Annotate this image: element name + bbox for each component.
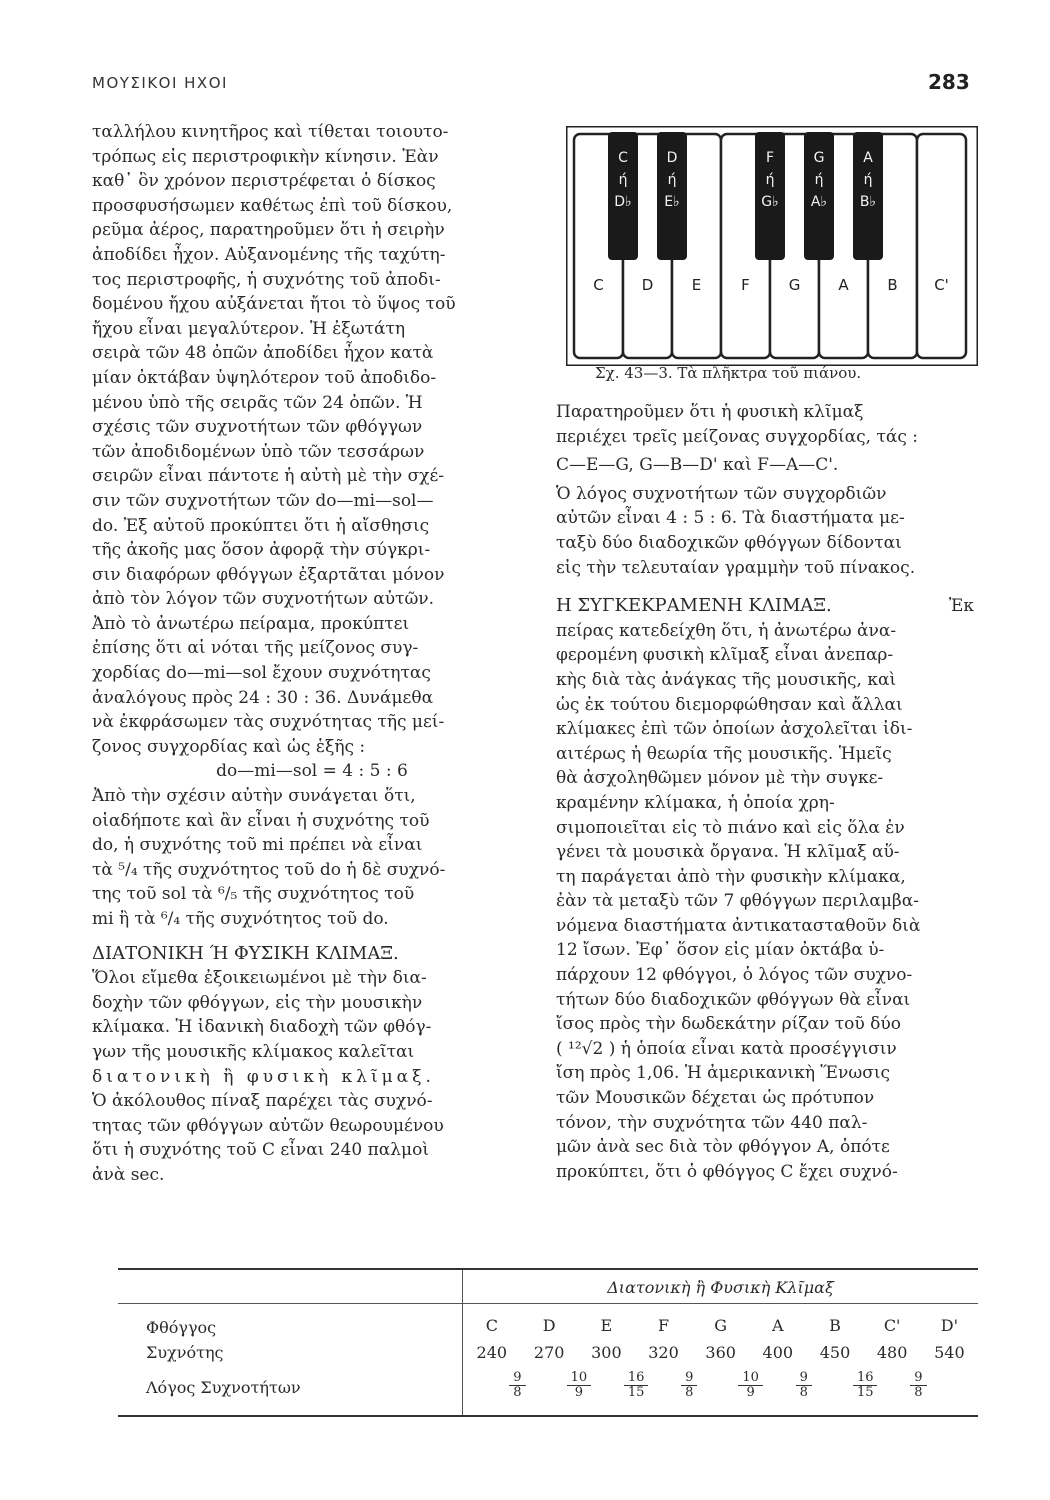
text-line: μῶν ἀνὰ sec διὰ τὸν φθόγγον A, ὁπότε bbox=[556, 1137, 890, 1158]
text-line: μένου ὑπὸ τῆς σειρᾶς τῶν 24 ὀπῶν. Ἡ bbox=[92, 392, 423, 413]
page-number: 283 bbox=[928, 70, 970, 94]
text-line: ἴση πρὸς 1,06. Ἡ ἀμερικανικὴ Ἕνωσις bbox=[556, 1063, 891, 1084]
white-key-label: G bbox=[788, 276, 801, 294]
text-line: δομένου ἤχου αὐξάνεται ἤτοι τὸ ὕψος τοῦ bbox=[92, 294, 456, 315]
text-line: πείρας κατεδείχθη ὅτι, ἡ ἀνωτέρω ἀνα- bbox=[556, 620, 897, 641]
note-cell: C bbox=[463, 1304, 521, 1340]
text-line: σειρὰ τῶν 48 ὀπῶν ἀποδίδει ἦχον κατὰ bbox=[92, 343, 434, 364]
frequency-cell: 450 bbox=[819, 1343, 851, 1362]
note-cell: F bbox=[635, 1304, 692, 1340]
black-key-label: B♭ bbox=[859, 194, 877, 210]
formula: do—mi—sol = 4 : 5 : 6 bbox=[216, 761, 408, 782]
text-line: τη παράγεται ἀπὸ τὴν φυσικὴν κλίμακα, bbox=[556, 866, 906, 887]
left-column bbox=[92, 120, 532, 1188]
text-line: σιμοποιεῖται εἰς τὸ πιάνο καὶ εἰς ὅλα ἐν bbox=[556, 817, 905, 838]
ratio-fraction bbox=[509, 1371, 525, 1400]
text-line: ἤχου εἶναι μεγαλύτερον. Ἡ ἐξωτάτη bbox=[92, 318, 406, 339]
section-heading: Η ΣΥΓΚΕΚΡΑΜΕΝΗ ΚΛΙΜΑΞ. bbox=[556, 595, 832, 617]
text-line: γένει τὰ μουσικὰ ὄργανα. Ἡ κλῖμαξ αὕ- bbox=[556, 842, 900, 863]
spaced-term: διατονικὴ ἢ φυσικὴ κλῖμαξ. bbox=[92, 1066, 435, 1087]
text-line: νόμενα διαστήματα ἀντικατασταθοῦν διὰ bbox=[556, 915, 921, 936]
text-line: ρεῦμα ἀέρος, παρατηροῦμεν ὅτι ἡ σειρὴν bbox=[92, 220, 445, 241]
table-row bbox=[118, 1339, 978, 1366]
text-line: ταλλήλου κινητῆρος καὶ τίθεται τοιουτο- bbox=[92, 122, 449, 142]
ratio-numerator: 9 bbox=[681, 1371, 697, 1386]
black-key-label: G bbox=[813, 150, 825, 166]
text-line: δοχὴν τῶν φθόγγων, εἰς τὴν μουσικὴν bbox=[92, 992, 423, 1013]
text-line: Ὁ ἀκόλουθος πίναξ παρέχει τὰς συχνό- bbox=[92, 1091, 433, 1112]
right-column bbox=[556, 400, 974, 1184]
text-line: 12 ἴσων. Ἐφ᾽ ὅσον εἰς μίαν ὀκτάβα ὑ- bbox=[556, 940, 885, 961]
text-line: σιν διαφόρων φθόγγων ἐξαρτᾶται μόνον bbox=[92, 564, 445, 585]
text-line: ἀναλόγους πρὸς 24 : 30 : 36. Δυνάμεθα bbox=[92, 687, 434, 708]
text-line: κλίμακες ἐπὶ τῶν ὁποίων ἀσχολεῖται ἰδι- bbox=[556, 719, 913, 740]
table-caption: Διατονικὴ ἢ Φυσικὴ Κλῖμαξ bbox=[463, 1269, 978, 1304]
black-key-label: D♭ bbox=[614, 194, 632, 210]
text-line: σειρῶν εἶναι πάντοτε ἡ αὐτὴ μὲ τὴν σχέ- bbox=[92, 466, 445, 487]
text-line: αιτέρως ἡ θεωρία τῆς μουσικῆς. Ἡμεῖς bbox=[556, 743, 892, 764]
frequency-cell: 360 bbox=[705, 1343, 736, 1362]
text-line: ἀνὰ sec. bbox=[92, 1164, 165, 1185]
ratio-denominator: 8 bbox=[513, 1385, 522, 1400]
text-fragment: Ἐκ bbox=[948, 596, 974, 617]
note-cell: G bbox=[692, 1304, 749, 1340]
ratio-numerator: 9 bbox=[509, 1371, 525, 1386]
piano-keyboard-figure bbox=[566, 126, 978, 366]
ratio-fraction bbox=[567, 1371, 592, 1400]
note-cell: B bbox=[806, 1304, 863, 1340]
white-key-label: A bbox=[838, 276, 849, 294]
text-line: τος περιστροφῆς, ἡ συχνότης τοῦ ἀποδι- bbox=[92, 269, 441, 290]
text-line: τὰ ⁵/₄ τῆς συχνότητος τοῦ do ἡ δὲ συχνό- bbox=[92, 859, 446, 880]
ratio-denominator: 8 bbox=[914, 1385, 923, 1400]
text-line: εἰς τὴν τελευταίαν γραμμὴν τοῦ πίνακος. bbox=[556, 557, 916, 578]
note-cell: C' bbox=[864, 1304, 921, 1340]
black-key-label: D bbox=[666, 150, 678, 166]
text-line: do, ἡ συχνότης τοῦ mi πρέπει νὰ εἶναι bbox=[92, 835, 423, 856]
frequency-cell: 300 bbox=[591, 1343, 622, 1362]
ratio-fraction bbox=[796, 1371, 812, 1400]
text-line: περιέχει τρεῖς μείζονας συγχορδίας, τάς : bbox=[556, 426, 919, 447]
ratio-numerator: 16 bbox=[853, 1371, 878, 1386]
black-key-label: A♭ bbox=[810, 194, 828, 210]
text-line: Ἀπὸ τὴν σχέσιν αὐτὴν συνάγεται ὅτι, bbox=[92, 786, 416, 807]
frequency-cell: 240 bbox=[463, 1339, 521, 1366]
ratio-fraction bbox=[910, 1371, 926, 1400]
text-line: ταξὺ δύο διαδοχικῶν φθόγγων δίδονται bbox=[556, 532, 902, 553]
table-row bbox=[118, 1366, 978, 1416]
chord-line: C—E—G, G—B—D' καὶ F—A—C'. bbox=[556, 455, 839, 476]
text-line: μίαν ὀκτάβαν ὑψηλότερον τοῦ ἀποδιδο- bbox=[92, 367, 437, 388]
text-line: κραμένην κλίμακα, ἡ ὁποία χρη- bbox=[556, 792, 835, 813]
black-key-label: ή bbox=[618, 172, 628, 188]
text-line: πάρχουν 12 φθόγγοι, ὁ λόγος τῶν συχνο- bbox=[556, 965, 913, 986]
white-key-label: B bbox=[887, 276, 898, 294]
ratio-denominator: 8 bbox=[685, 1385, 694, 1400]
table-row bbox=[118, 1304, 978, 1340]
ratio-fraction bbox=[624, 1371, 649, 1400]
ratio-fraction bbox=[853, 1371, 878, 1400]
text-line: φερομένη φυσικὴ κλῖμαξ εἶναι ἀνεπαρ- bbox=[556, 645, 894, 666]
ratio-fraction bbox=[681, 1371, 697, 1400]
white-key-label: F bbox=[741, 276, 750, 294]
text-line: ἀπὸ τὸν λόγον τῶν συχνοτήτων αὐτῶν. bbox=[92, 589, 435, 610]
text-line: ζονος συγχορδίας καὶ ὡς ἑξῆς : bbox=[92, 736, 366, 757]
frequency-cell: 320 bbox=[648, 1343, 679, 1362]
ratio-denominator: 15 bbox=[856, 1385, 874, 1400]
black-key-label: F bbox=[765, 150, 775, 166]
text-line: της τοῦ sol τὰ ⁶/₅ τῆς συχνότητος τοῦ bbox=[92, 884, 415, 905]
running-title: ΜΟΥΣΙΚΟΙ ΗΧΟΙ bbox=[92, 74, 228, 92]
text-line: Ὁ λόγος συχνοτήτων τῶν συγχορδιῶν bbox=[556, 483, 887, 504]
text-line: σιν τῶν συχνοτήτων τῶν do—mi—sol— bbox=[92, 490, 434, 511]
ratio-numerator: 10 bbox=[738, 1371, 763, 1386]
black-key-label: ή bbox=[667, 172, 677, 188]
white-key-label: D bbox=[641, 276, 654, 294]
text-line: ἀποδίδει ἦχον. Αὐξανομένης τῆς ταχύτη- bbox=[92, 244, 446, 265]
black-key-label: ή bbox=[863, 172, 873, 188]
text-line: τρόπως εἰς περιστροφικὴν κίνησιν. Ἐὰν bbox=[92, 146, 439, 167]
text-line: σχέσις τῶν συχνοτήτων τῶν φθόγγων bbox=[92, 417, 423, 438]
text-line: τητας τῶν φθόγγων αὐτῶν θεωρουμένου bbox=[92, 1115, 444, 1136]
paragraph-siren bbox=[92, 120, 532, 759]
row-label: Λόγος Συχνοτήτων bbox=[118, 1366, 463, 1416]
scale-table bbox=[118, 1268, 978, 1417]
paragraph-chords bbox=[556, 400, 974, 580]
text-line: θὰ ἀσχοληθῶμεν μόνον μὲ τὴν συγκε- bbox=[556, 768, 884, 789]
section-tempered bbox=[556, 594, 974, 1184]
text-line: αὐτῶν εἶναι 4 : 5 : 6. Τὰ διαστήματα με- bbox=[556, 508, 905, 529]
note-cell: A bbox=[749, 1304, 806, 1340]
text-line: ἐπίσης ὅτι αἱ νόται τῆς μείζονος συγ- bbox=[92, 638, 419, 659]
text-line: Ἀπὸ τὸ ἀνωτέρω πείραμα, προκύπτει bbox=[92, 613, 410, 634]
white-key bbox=[917, 134, 966, 358]
text-line: Παρατηροῦμεν ὅτι ἡ φυσικὴ κλῖμαξ bbox=[556, 402, 864, 422]
ratio-denominator: 9 bbox=[574, 1385, 583, 1400]
text-line: ἴσος πρὸς τὴν δωδεκάτην ρίζαν τοῦ δύο bbox=[556, 1014, 901, 1035]
white-key-label: C' bbox=[934, 276, 949, 294]
text-line: τῆς ἀκοῆς μας ὅσον ἀφορᾷ τὴν σύγκρι- bbox=[92, 540, 431, 561]
text-line: ὅτι ἡ συχνότης τοῦ C εἶναι 240 παλμοὶ bbox=[92, 1140, 429, 1161]
text-line: τήτων δύο διαδοχικῶν φθόγγων θὰ εἶναι bbox=[556, 989, 911, 1010]
ratio-fraction bbox=[738, 1371, 763, 1400]
text-line: προσφυσήσωμεν καθέτως ἐπὶ τοῦ δίσκου, bbox=[92, 195, 453, 216]
ratio-denominator: 9 bbox=[746, 1385, 755, 1400]
text-line: ὡς ἐκ τούτου διεμορφώθησαν καὶ ἄλλαι bbox=[556, 694, 903, 715]
white-key-label: E bbox=[691, 276, 702, 294]
figure-caption: Σχ. 43—3. Τὰ πλῆκτρα τοῦ πιάνου. bbox=[595, 364, 862, 382]
ratio-numerator: 10 bbox=[567, 1371, 592, 1386]
text-line: προκύπτει, ὅτι ὁ φθόγγος C ἔχει συχνό- bbox=[556, 1161, 898, 1182]
text-line: κλίμακα. Ἡ ἰδανικὴ διαδοχὴ τῶν φθόγ- bbox=[92, 1017, 432, 1038]
text-line: οἱαδήποτε καὶ ἂν εἶναι ἡ συχνότης τοῦ bbox=[92, 810, 430, 831]
text-line: do. Ἐξ αὐτοῦ προκύπτει ὅτι ἡ αἴσθησις bbox=[92, 515, 430, 536]
text-line: γων τῆς μουσικῆς κλίμακος καλεῖται bbox=[92, 1041, 415, 1062]
text-line: mi ἢ τὰ ⁶/₄ τῆς συχνότητος τοῦ do. bbox=[92, 909, 389, 929]
text-line: τῶν Μουσικῶν δέχεται ὡς πρότυπον bbox=[556, 1088, 875, 1109]
ratio-numerator: 9 bbox=[796, 1371, 812, 1386]
text-line: νὰ ἐκφράσωμεν τὰς συχνότητας τῆς μεί- bbox=[92, 712, 445, 733]
black-key-label: ή bbox=[765, 172, 775, 188]
ratio-numerator: 16 bbox=[624, 1371, 649, 1386]
frequency-cell: 270 bbox=[533, 1343, 565, 1362]
ratio-denominator: 8 bbox=[799, 1385, 808, 1400]
black-key-label: E♭ bbox=[664, 194, 680, 210]
frequency-cell: 480 bbox=[876, 1343, 908, 1362]
ratio-cells bbox=[463, 1366, 978, 1416]
row-label: Φθόγγος bbox=[118, 1304, 463, 1340]
text-line: τόνον, τὴν συχνότητα τῶν 440 παλ- bbox=[556, 1112, 868, 1133]
text-line: χορδίας do—mi—sol ἔχουν συχνότητας bbox=[92, 663, 431, 684]
black-key-label: C bbox=[618, 150, 628, 166]
white-key-label: C bbox=[593, 276, 604, 294]
black-key-label: A bbox=[863, 150, 873, 166]
paragraph-ratios bbox=[92, 784, 532, 932]
section-heading: ΔΙΑΤΟΝΙΚΗ Ή ΦΥΣΙΚΗ ΚΛΙΜΑΞ. bbox=[92, 942, 399, 964]
frequency-cell: 400 bbox=[762, 1343, 794, 1362]
row-label: Συχνότης bbox=[146, 1343, 224, 1362]
note-cell: E bbox=[578, 1304, 635, 1340]
text-line: ( ¹²√2 ) ἡ ὁποία εἶναι κατὰ προσέγγισιν bbox=[556, 1038, 897, 1059]
text-line: Ὅλοι εἴμεθα ἐξοικειωμένοι μὲ τὴν δια- bbox=[92, 968, 427, 989]
black-key-label: G♭ bbox=[761, 194, 779, 210]
text-line: κὴς διὰ τὰς ἀνάγκας τῆς μουσικῆς, καὶ bbox=[556, 669, 897, 690]
text-line: καθ᾽ ὃν χρόνον περιστρέφεται ὁ δίσκος bbox=[92, 171, 436, 192]
frequency-cell: 540 bbox=[934, 1343, 965, 1362]
ratio-numerator: 9 bbox=[910, 1371, 926, 1386]
note-cell: D bbox=[521, 1304, 578, 1340]
text-line: τῶν ἀποδιδομένων ὑπὸ τῶν τεσσάρων bbox=[92, 441, 425, 462]
text-line: ἐὰν τὰ μεταξὺ τῶν 7 φθόγγων περιλαμβα- bbox=[556, 891, 919, 912]
section-heading-diatonic bbox=[92, 942, 532, 1188]
ratio-denominator: 15 bbox=[627, 1385, 645, 1400]
black-key-label: ή bbox=[814, 172, 824, 188]
note-cell: D' bbox=[921, 1304, 978, 1340]
